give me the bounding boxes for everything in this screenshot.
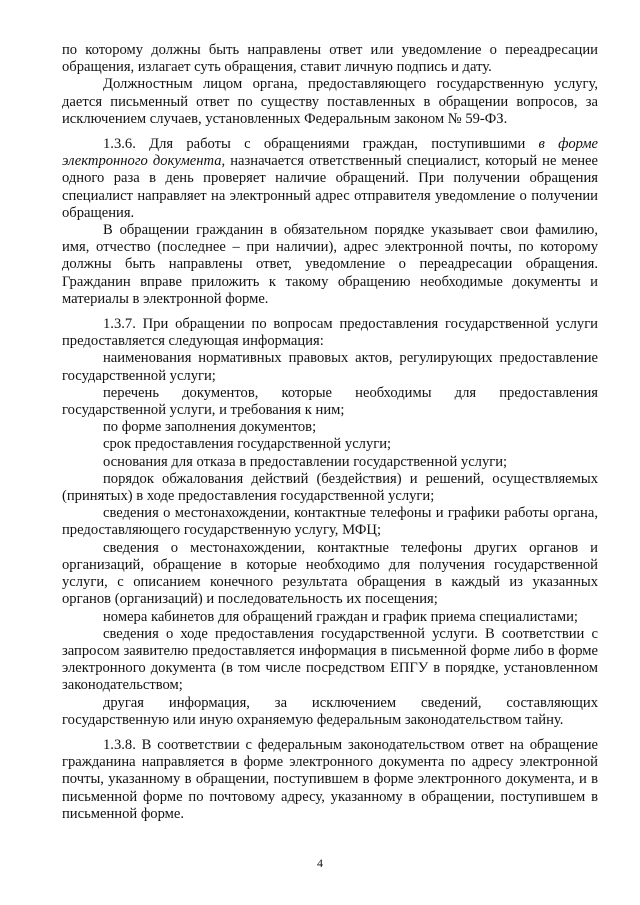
list-item: сведения о местонахождении, контактные телефоны и графики работы органа, предоставляющего государственную услугу, МФЦ; — [62, 505, 598, 539]
list-item: другая информация, за исключением сведений, составляющих государственную или иную охраняемую федеральным законодательством тайну. — [62, 694, 598, 728]
list-item: порядок обжалования действий (бездействия) и решений, осуществляемых (принятых) в ходе предоставления государственной услуги; — [62, 470, 598, 505]
paragraph-1-3-7-intro: 1.3.7. При обращении по вопросам предоставления государственной услуги предоставляется следующая информация: — [62, 316, 598, 350]
list-item: по форме заполнения документов; — [103, 419, 317, 436]
paragraph-official-response: Должностным лицом органа, предоставляющего государственную услугу, дается письменный ответ по существу поставленных в обращении вопросов, за исключением случаев, установленных Федеральным законом № 59-ФЗ. — [62, 76, 598, 127]
information-list — [62, 350, 598, 728]
list-item: сведения о местонахождении, контактные телефоны других органов и организаций, обращение в которые необходимо для получения государственной услуги, с описанием конечного результата обращения в каждый из указанных органов (организаций) и последовательность их посещения; — [62, 539, 598, 608]
paragraph-1-3-6-rest: , назначается ответственный специалист, который не менее одного раза в день проверяет наличие обращений. При получении обращения специалист направляет на электронный адрес отправителя уведомление о получении обращения. — [62, 153, 598, 221]
list-item: основания для отказа в предоставлении государственной услуги; — [103, 453, 508, 470]
list-item: номера кабинетов для обращений граждан и график приема специалистами; — [103, 608, 578, 625]
list-item: сведения о ходе предоставления государственной услуги. В соответствии с запросом заявителю предоставляется информация в письменной форме либо в форме электронного документа (в том числе посредством ЕПГУ в порядке, установленном законодательством; — [62, 625, 598, 694]
paragraph-electronic-requirements: В обращении гражданин в обязательном порядке указывает свои фамилию, имя, отчество (последнее – при наличии), адрес электронной почты, по которому должны быть направлены ответ, уведомление о переадресации обращения. Гражданин вправе приложить к такому обращению необходимые документы и материалы в электронной форме. — [62, 222, 598, 307]
paragraph-continuation: по которому должны быть направлены ответ или уведомление о переадресации обращения, излагает суть обращения, ставит личную подпись и дату. — [62, 42, 598, 76]
paragraph-1-3-6-lead: 1.3.6. Для работы с обращениями граждан, поступившими — [103, 136, 539, 153]
list-item: наименования нормативных правовых актов, регулирующих предоставление государственной услуги; — [62, 350, 598, 384]
paragraph-1-3-6-italic: в форме электронного документа — [62, 136, 598, 170]
paragraph-1-3-6 — [62, 136, 598, 222]
list-item: срок предоставления государственной услуги; — [103, 436, 392, 453]
paragraph-1-3-8: 1.3.8. В соответствии с федеральным законодательством ответ на обращение гражданина направляется в форме электронного документа по адресу электронной почты, указанному в обращении, поступившем в форме электронного документа, и в письменной форме по почтовому адресу, указанному в обращении, поступившем в письменной форме. — [62, 736, 598, 822]
page-number: 4 — [317, 856, 323, 870]
list-item: перечень документов, которые необходимы для предоставления государственной услуги, и требования к ним; — [62, 384, 598, 419]
